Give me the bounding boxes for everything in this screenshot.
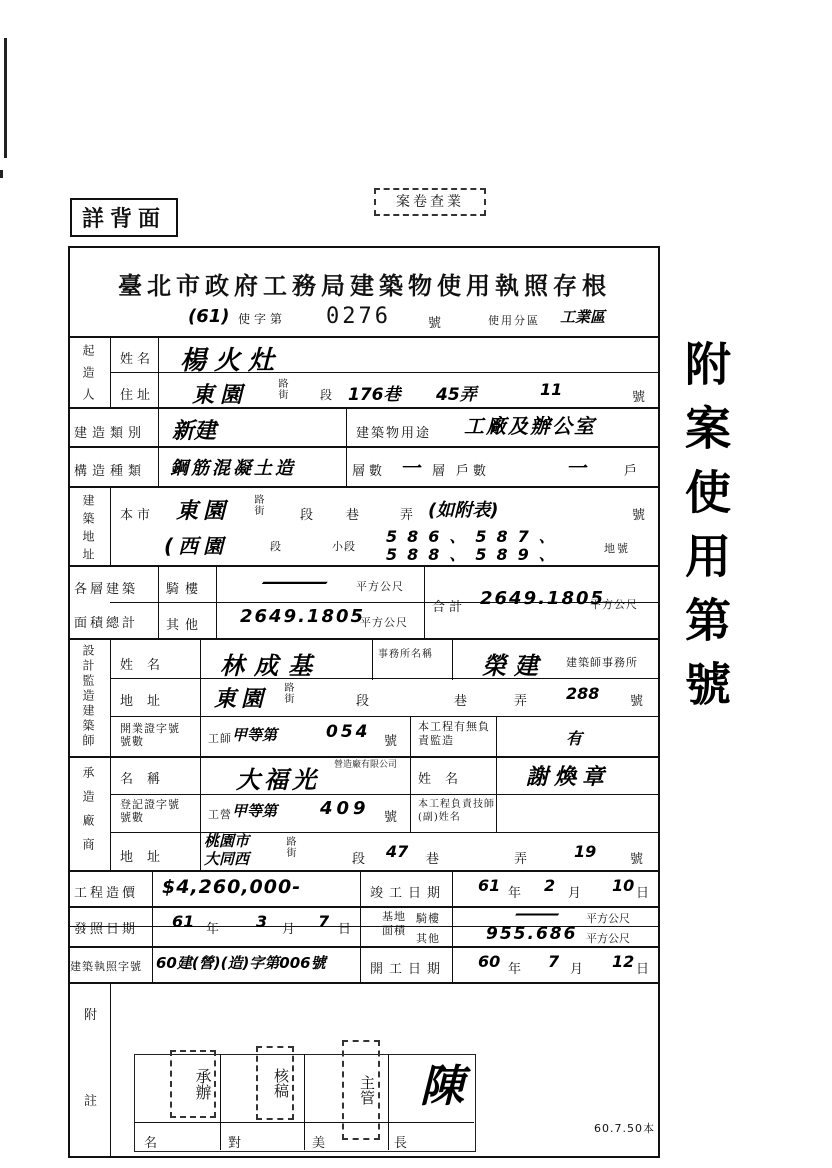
vrule bbox=[216, 566, 217, 638]
reg-prefix: 工營 bbox=[208, 808, 232, 821]
page-title: 臺北市政府工務局建築物使用執照存根 bbox=[118, 271, 611, 300]
architect-addr-label: 地址 bbox=[120, 694, 175, 709]
contractor-lane-num: 47 bbox=[386, 842, 409, 861]
issue-month-label: 月 bbox=[282, 922, 300, 937]
contractor-alley: 弄 bbox=[514, 852, 532, 867]
rule bbox=[68, 407, 660, 409]
rule bbox=[68, 906, 660, 908]
site-arcade-unit: 平方公尺 bbox=[586, 912, 630, 925]
vrule bbox=[372, 640, 373, 680]
architect-name-label: 姓名 bbox=[120, 658, 175, 673]
contractor-person: 謝煥章 bbox=[526, 765, 611, 790]
rule-minor bbox=[110, 678, 660, 679]
responsibility-label: 本工程有無負責監造 bbox=[418, 720, 490, 747]
lots-b: 588、589、 bbox=[386, 545, 565, 564]
contractor-section-label: 承造廠商 bbox=[81, 766, 95, 862]
vrule bbox=[388, 1054, 389, 1150]
rule bbox=[68, 756, 660, 758]
completion-year-label: 年 bbox=[508, 886, 526, 901]
architect-duan: 段 bbox=[356, 694, 374, 709]
site-city: 本市 bbox=[120, 508, 155, 523]
rule bbox=[68, 638, 660, 640]
arcade-value: — bbox=[260, 572, 324, 593]
contractor-name-suffix: 營造廠有限公司 bbox=[334, 760, 398, 770]
site-other-unit: 平方公尺 bbox=[586, 932, 630, 945]
issue-day-label: 日 bbox=[338, 922, 356, 937]
applicant-lane: 176巷 bbox=[348, 385, 401, 405]
site-area-label: 基地面積 bbox=[382, 910, 406, 937]
license-number: 0276 bbox=[326, 304, 391, 329]
reg-grade: 甲等第 bbox=[232, 802, 278, 820]
architect-addr: 東園 bbox=[214, 687, 269, 712]
responsibility-value: 有 bbox=[566, 729, 583, 748]
license-type: 使字第 bbox=[238, 312, 287, 326]
start-month: 7 bbox=[548, 952, 560, 971]
total-area-value: 2649.1805 bbox=[480, 588, 606, 609]
vrule bbox=[346, 408, 347, 486]
start-year: 60 bbox=[478, 952, 501, 971]
issue-year: 61 bbox=[172, 912, 195, 931]
total-label: 合計 bbox=[432, 600, 467, 615]
vrule bbox=[158, 408, 159, 486]
vrule bbox=[110, 488, 111, 566]
rule bbox=[68, 565, 660, 567]
footer-code: 60.7.50本 bbox=[594, 1122, 655, 1135]
site-arcade-value: — bbox=[514, 904, 562, 923]
site-other-value: 955.686 bbox=[486, 924, 578, 944]
lots-a: 586、587、 bbox=[386, 527, 565, 546]
vrule bbox=[152, 872, 153, 984]
top-stamp: 案卷查業 bbox=[374, 188, 486, 216]
issue-month: 3 bbox=[256, 912, 268, 931]
rule bbox=[68, 982, 660, 984]
issue-label: 發照日期 bbox=[74, 922, 139, 937]
scan-edge-mark bbox=[0, 170, 3, 178]
rule-minor bbox=[110, 832, 660, 833]
address-label: 住址 bbox=[120, 388, 155, 403]
lot-duan: 段 bbox=[270, 540, 285, 553]
office-value: 榮建 bbox=[482, 652, 546, 680]
site-road-label: 路街 bbox=[252, 494, 263, 516]
applicant-addr-district: 東園 bbox=[192, 383, 249, 408]
architect-alley: 弄 bbox=[514, 694, 532, 709]
start-day: 12 bbox=[612, 952, 635, 971]
construct-type-label: 建造類別 bbox=[74, 426, 147, 441]
vrule bbox=[110, 338, 111, 408]
applicant-alley: 45弄 bbox=[436, 385, 477, 405]
zone-label: 使用分區 bbox=[488, 314, 540, 327]
lot-xiaoduan: 小段 bbox=[332, 540, 356, 553]
completion-label: 竣工日期 bbox=[370, 886, 447, 901]
total-unit: 平方公尺 bbox=[590, 598, 638, 611]
rule bbox=[68, 946, 660, 948]
contractor-person-label: 姓名 bbox=[418, 772, 473, 787]
site-note: (如附表) bbox=[428, 500, 499, 521]
architect-lane: 巷 bbox=[454, 694, 472, 709]
supervisor-stamp: 主管 bbox=[342, 1040, 380, 1140]
review-stamp: 核稿 bbox=[256, 1046, 294, 1120]
vrule bbox=[452, 872, 453, 984]
contractor-lane: 巷 bbox=[426, 852, 444, 867]
tech-label: 本工程負責技師(副)姓名 bbox=[418, 799, 495, 823]
start-day-label: 日 bbox=[636, 962, 654, 977]
area-label-top: 各層建築 bbox=[74, 582, 139, 597]
floors-label: 層數 bbox=[352, 464, 387, 479]
other-label: 其他 bbox=[166, 618, 205, 633]
contractor-name: 大福光 bbox=[236, 766, 320, 794]
site-arcade-label: 騎樓 bbox=[416, 912, 440, 925]
cert-grade: 甲等第 bbox=[232, 726, 278, 744]
reg-hao: 號 bbox=[384, 810, 402, 825]
applicant-section-label: 起造人 bbox=[81, 344, 95, 410]
cost-label: 工程造價 bbox=[74, 886, 139, 901]
right-margin-stamp: 附案使用第號 bbox=[678, 340, 732, 724]
license-suffix: 號 bbox=[428, 316, 446, 331]
architect-section-label: 設計監造建築師 bbox=[81, 644, 95, 749]
applicant-number: 11 bbox=[540, 380, 563, 399]
section-label: 段 bbox=[320, 388, 337, 402]
start-year-label: 年 bbox=[508, 962, 526, 977]
vrule bbox=[304, 1054, 305, 1150]
cert-prefix: 工師 bbox=[208, 732, 232, 745]
road-label: 路街 bbox=[276, 378, 287, 400]
architect-hao: 號 bbox=[630, 694, 648, 709]
other-area-value: 2649.1805 bbox=[240, 606, 366, 627]
vrule bbox=[496, 756, 497, 832]
cost-value: $4,260,000- bbox=[162, 876, 302, 898]
cert-hao: 號 bbox=[384, 734, 402, 749]
sig-label: 美 bbox=[312, 1136, 330, 1151]
arcade-unit: 平方公尺 bbox=[356, 580, 404, 593]
vrule bbox=[110, 984, 111, 1156]
sig-label: 長 bbox=[394, 1136, 412, 1151]
architect-number: 288 bbox=[566, 684, 600, 703]
vrule bbox=[158, 566, 159, 638]
zone-value: 工業區 bbox=[560, 308, 606, 326]
vrule bbox=[410, 756, 411, 832]
name-label: 姓名 bbox=[120, 352, 155, 367]
rule-minor bbox=[110, 716, 660, 717]
completion-day: 10 bbox=[612, 876, 635, 895]
vrule bbox=[110, 640, 111, 870]
issue-year-label: 年 bbox=[206, 922, 224, 937]
lot-suffix: 地號 bbox=[604, 542, 630, 555]
completion-month-label: 月 bbox=[568, 886, 586, 901]
lot-district: (西園 bbox=[164, 534, 229, 558]
license-year: (61) bbox=[188, 306, 230, 327]
hao-label: 號 bbox=[632, 390, 650, 405]
remarks-label-top: 附 bbox=[84, 1008, 102, 1023]
area-label-bottom: 面積總計 bbox=[74, 616, 139, 631]
completion-day-label: 日 bbox=[636, 886, 654, 901]
contractor-addr-label: 地址 bbox=[120, 850, 175, 865]
contractor-hao: 號 bbox=[630, 852, 648, 867]
vrule bbox=[424, 566, 425, 638]
completion-year: 61 bbox=[478, 876, 501, 895]
start-label: 開工日期 bbox=[370, 962, 447, 977]
arcade-label: 騎樓 bbox=[166, 582, 205, 597]
rule-minor bbox=[110, 794, 660, 795]
vrule bbox=[158, 338, 159, 408]
floors-value: 一 bbox=[400, 456, 420, 480]
contractor-number: 19 bbox=[574, 842, 597, 861]
site-section-label: 建築地址 bbox=[81, 494, 95, 566]
building-use-label: 建築物用途 bbox=[356, 426, 432, 441]
sig-label: 名 bbox=[144, 1136, 162, 1151]
vrule bbox=[200, 640, 201, 870]
contractor-name-label: 名稱 bbox=[120, 772, 175, 787]
construct-type-value: 新建 bbox=[172, 419, 217, 444]
issue-day: 7 bbox=[318, 912, 330, 931]
vrule bbox=[452, 640, 453, 680]
architect-road-label: 路街 bbox=[282, 682, 293, 704]
reg-number: 409 bbox=[320, 798, 370, 819]
signature: 陳 bbox=[420, 1061, 464, 1112]
scan-edge-mark bbox=[4, 38, 7, 158]
building-use-value: 工廠及辦公室 bbox=[464, 414, 596, 438]
cert-label: 開業證字號號數 bbox=[120, 722, 180, 748]
rule bbox=[68, 336, 660, 338]
site-other-label: 其他 bbox=[416, 932, 440, 945]
permit-label: 建築執照字號 bbox=[70, 960, 142, 973]
rule bbox=[68, 446, 660, 448]
remarks-label-bottom: 註 bbox=[84, 1094, 102, 1109]
vrule bbox=[220, 1054, 221, 1150]
site-alley: 弄 bbox=[400, 508, 418, 523]
contractor-duan: 段 bbox=[352, 852, 370, 867]
contractor-addr-road: 大同西 bbox=[204, 850, 250, 868]
site-lane: 巷 bbox=[346, 508, 364, 523]
structure-label: 構造種類 bbox=[74, 464, 147, 479]
site-hao: 號 bbox=[632, 508, 650, 523]
completion-month: 2 bbox=[544, 876, 556, 895]
office-label: 事務所名稱 bbox=[378, 649, 433, 660]
structure-value: 鋼筋混凝土造 bbox=[170, 458, 296, 479]
contractor-addr-city: 桃園市 bbox=[204, 832, 250, 850]
site-road: 東園 bbox=[176, 499, 231, 524]
site-duan: 段 bbox=[300, 508, 318, 523]
approval-stamp: 承辦 bbox=[170, 1050, 216, 1118]
other-unit: 平方公尺 bbox=[360, 616, 408, 629]
vrule bbox=[360, 872, 361, 984]
units-label: 戶數 bbox=[456, 464, 491, 479]
architect-name: 林成基 bbox=[220, 652, 322, 680]
reg-label: 登記證字號號數 bbox=[120, 798, 180, 824]
rule bbox=[68, 870, 660, 872]
applicant-name: 楊火灶 bbox=[180, 346, 283, 376]
vrule bbox=[410, 716, 411, 756]
floor-unit: 層 bbox=[432, 464, 450, 479]
header-tag: 詳背面 bbox=[70, 198, 178, 237]
units-unit: 戶 bbox=[624, 464, 642, 479]
cert-number: 054 bbox=[326, 722, 371, 742]
rule bbox=[68, 486, 660, 488]
vrule bbox=[496, 716, 497, 756]
permit-value: 60建(營)(造)字第006號 bbox=[156, 954, 326, 972]
office-suffix: 建築師事務所 bbox=[566, 656, 638, 669]
contractor-road-label: 路街 bbox=[284, 836, 295, 858]
units-value: 一 bbox=[566, 456, 586, 480]
sig-label: 對 bbox=[228, 1136, 246, 1151]
start-month-label: 月 bbox=[570, 962, 588, 977]
